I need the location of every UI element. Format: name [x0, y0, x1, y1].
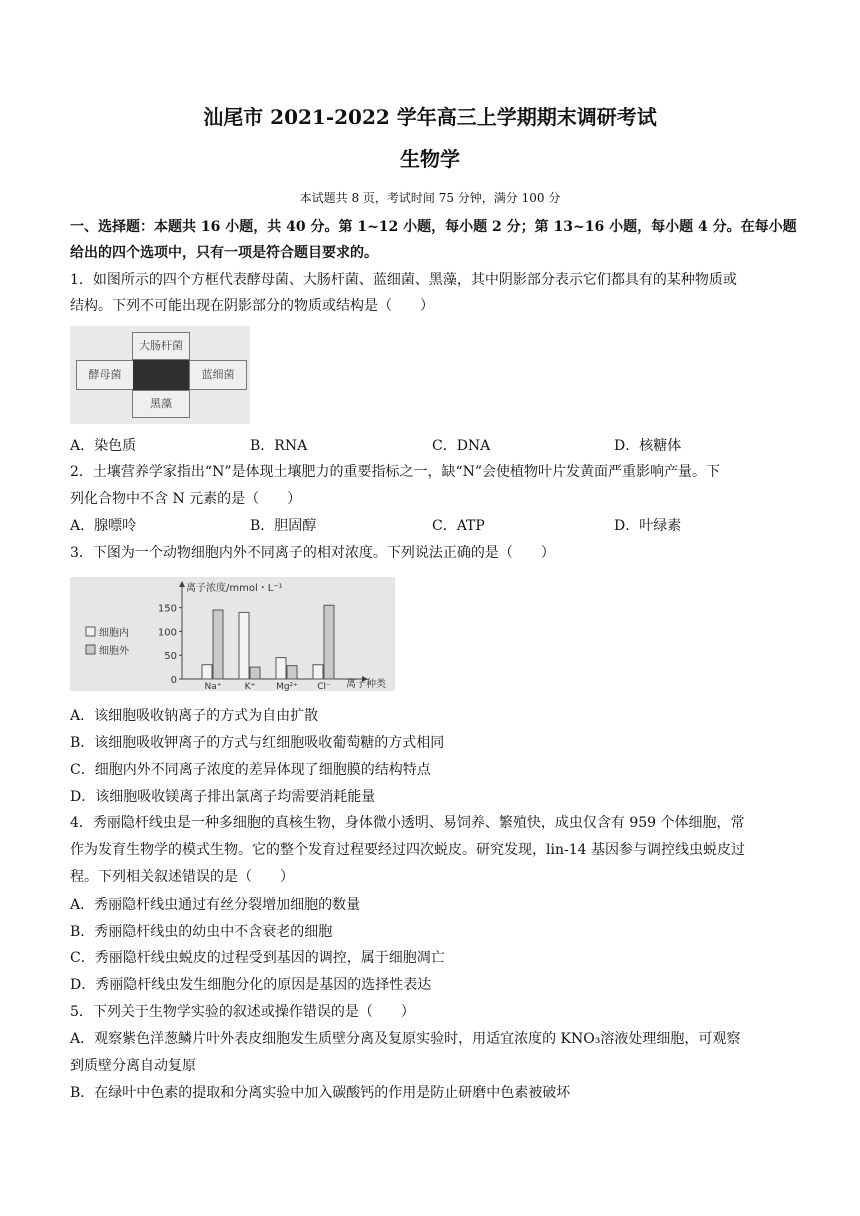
- q3-option-b: B．该细胞吸收钾离子的方式与红细胞吸收葡萄糖的方式相同: [70, 735, 445, 751]
- q3-option-a: A．该细胞吸收钠离子的方式为自由扩散: [70, 708, 319, 724]
- legend-swatch: [86, 627, 95, 636]
- y-axis-title: 离子浓度/mmol・L⁻¹: [186, 583, 283, 594]
- q2-line1: 2．土壤营养学家指出“N”是体现土壤肥力的重要指标之一，缺“N”会使植物叶片发黄面严重影响产量。下: [70, 464, 721, 480]
- q5-option-b: B．在绿叶中色素的提取和分离实验中加入碳酸钙的作用是防止研磨中色素被破坏: [70, 1085, 571, 1101]
- q1-option-d: D．核糖体: [614, 438, 682, 454]
- x-tick-label: Mg²⁺: [276, 682, 298, 691]
- bar-inside: [276, 658, 286, 679]
- q1-option-a: A．染色质: [70, 438, 137, 454]
- legend-label: 细胞外: [99, 646, 129, 657]
- q5-option-a-line1: A．观察紫色洋葱鳞片叶外表皮细胞发生质壁分离及复原实验时，用适宜浓度的 KNO₃溶液处理细胞，可观察: [70, 1031, 741, 1047]
- bar-inside: [202, 665, 212, 679]
- q4-line2: 作为发育生物学的模式生物。它的整个发育过程要经过四次蜕皮。研究发现，lin-14 基因参与调控线虫蜕皮过: [70, 842, 745, 858]
- q4-line3: 程。下列相关叙述错误的是（ ）: [70, 869, 294, 885]
- exam-title: 汕尾市 2021-2022 学年高三上学期期末调研考试: [203, 105, 657, 129]
- q2-option-a: A．腺嘌呤: [70, 518, 137, 534]
- x-tick-label: K⁺: [244, 682, 256, 691]
- legend-swatch: [86, 645, 95, 654]
- bar-outside: [287, 666, 297, 679]
- y-tick-label: 0: [170, 675, 177, 686]
- q1-figure: [70, 326, 250, 424]
- q4-line1: 4．秀丽隐杆线虫是一种多细胞的真核生物，身体微小透明、易饲养、繁殖快，成虫仅含有 959 个体细胞，常: [70, 815, 745, 831]
- q3-option-d: D．该细胞吸收镁离子排出氯离子均需要消耗能量: [70, 789, 376, 805]
- section1-line1: 一、选择题：本题共 16 小题，共 40 分。第 1~12 小题，每小题 2 分；第 13~16 小题，每小题 4 分。在每小题: [70, 219, 797, 235]
- section1-line2: 给出的四个选项中，只有一项是符合题目要求的。: [70, 245, 378, 261]
- figure-shaded-center: [133, 360, 189, 390]
- q5-line1: 5．下列关于生物学实验的叙述或操作错误的是（ ）: [70, 1004, 415, 1020]
- q1-option-c: C．DNA: [432, 438, 491, 454]
- y-tick-label: 50: [164, 651, 177, 663]
- q2-option-b: B．胆固醇: [250, 518, 317, 534]
- y-axis-arrow: [179, 581, 185, 587]
- legend-label: 细胞内: [99, 628, 129, 639]
- q2-line2: 列化合物中不含 N 元素的是（ ）: [70, 491, 302, 507]
- figure-box-right: 蓝细菌: [189, 360, 247, 390]
- q3-option-c: C．细胞内外不同离子浓度的差异体现了细胞膜的结构特点: [70, 762, 431, 778]
- q1-line1: 1．如图所示的四个方框代表酵母菌、大肠杆菌、蓝细菌、黑藻，其中阴影部分表示它们都具有的某种物质或: [70, 272, 737, 288]
- q4-option-c: C．秀丽隐杆线虫蜕皮的过程受到基因的调控，属于细胞凋亡: [70, 950, 445, 966]
- q2-option-d: D．叶绿素: [614, 518, 682, 534]
- x-tick-label: Cl⁻: [317, 682, 331, 691]
- bar-outside: [250, 667, 260, 679]
- q3-line1: 3．下图为一个动物细胞内外不同离子的相对浓度。下列说法正确的是（ ）: [70, 545, 555, 561]
- q2-option-c: C．ATP: [432, 518, 485, 534]
- ion-concentration-chart: [70, 577, 395, 691]
- x-axis-title: 离子种类: [346, 679, 386, 690]
- q1-option-b: B．RNA: [250, 438, 308, 454]
- q4-option-d: D．秀丽隐杆线虫发生细胞分化的原因是基因的选择性表达: [70, 977, 432, 993]
- bar-outside: [324, 605, 334, 679]
- q4-option-b: B．秀丽隐杆线虫的幼虫中不含衰老的细胞: [70, 924, 333, 940]
- y-tick-label: 100: [157, 627, 177, 639]
- q5-option-a-line2: 到质壁分离自动复原: [70, 1058, 196, 1074]
- bar-outside: [213, 610, 223, 679]
- q4-option-a: A．秀丽隐杆线虫通过有丝分裂增加细胞的数量: [70, 897, 361, 913]
- q1-line2: 结构。下列不可能出现在阴影部分的物质或结构是（ ）: [70, 298, 434, 314]
- figure-box-left: 酵母菌: [76, 360, 134, 390]
- subject-title: 生物学: [400, 147, 460, 171]
- bar-inside: [313, 665, 323, 679]
- figure-box-bottom: 黑藻: [132, 390, 190, 418]
- bar-inside: [239, 612, 249, 679]
- y-tick-label: 150: [157, 603, 177, 615]
- q3-chart: [70, 577, 395, 691]
- figure-box-top: 大肠杆菌: [132, 332, 190, 360]
- x-tick-label: Na⁺: [204, 682, 222, 691]
- exam-info: 本试题共 8 页，考试时间 75 分钟，满分 100 分: [299, 191, 561, 205]
